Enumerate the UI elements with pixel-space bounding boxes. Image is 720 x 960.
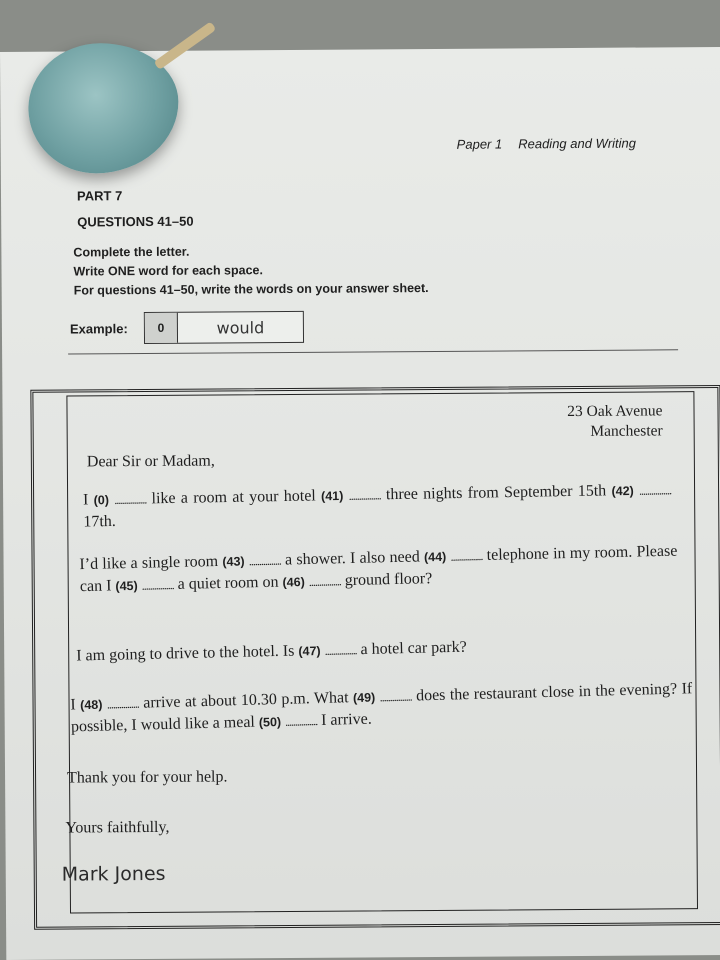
text: telephone in my room. Please can I: [79, 542, 678, 596]
question-number: (0): [93, 493, 110, 508]
answer-blank: ................: [114, 492, 147, 507]
text: does the restaurant close in the evening? If possible, I would like a meal: [70, 680, 693, 736]
instruction-line: Write ONE word for each space.: [73, 263, 263, 279]
answer-blank: ................: [348, 488, 381, 503]
text: three nights from September 15th: [385, 482, 607, 504]
address-line: 23 Oak Avenue: [567, 402, 663, 421]
answer-blank: ................: [450, 549, 483, 564]
pencil-tip: [154, 21, 217, 70]
text: I: [82, 491, 89, 509]
question-number: (49): [352, 690, 376, 706]
text: like a room at your hotel: [151, 487, 316, 508]
instruction-line: Complete the letter.: [73, 244, 190, 260]
divider-line: [68, 349, 678, 354]
text: a shower. I also need: [284, 548, 420, 569]
question-number: (47): [298, 644, 321, 659]
answer-blank: ................: [141, 578, 174, 593]
question-number: (43): [222, 554, 245, 569]
question-number: (50): [258, 714, 282, 730]
question-number: (41): [320, 488, 344, 504]
text: I arrive.: [320, 710, 372, 729]
exam-paper: [0, 47, 720, 960]
letter-thanks: Thank you for your help.: [67, 768, 228, 787]
instruction-line: For questions 41–50, write the words on your answer sheet.: [73, 281, 429, 298]
example-box: [144, 311, 304, 344]
answer-blank: ................: [324, 643, 357, 658]
questions-range: QUESTIONS 41–50: [77, 213, 194, 230]
letter-closing: Yours faithfully,: [65, 818, 170, 837]
paper-header: [457, 136, 636, 152]
text: ground floor?: [344, 570, 433, 590]
question-number: (44): [423, 549, 447, 565]
answer-blank: ................: [638, 483, 672, 498]
question-number: (45): [115, 578, 138, 594]
instructions: [73, 241, 428, 300]
answer-blank: ................: [248, 553, 281, 569]
text: a hotel car park?: [360, 638, 467, 659]
answer-blank: ................: [308, 574, 341, 589]
letter-greeting: Dear Sir or Madam,: [86, 452, 215, 471]
address-line: Manchester: [590, 422, 663, 440]
text: a quiet room on: [177, 573, 279, 593]
question-number: (42): [611, 483, 634, 499]
letter-address: [567, 401, 663, 442]
answer-blank: ................: [106, 696, 140, 712]
answer-blank: ................: [284, 714, 318, 729]
text: arrive at about 10.30 p.m. What: [143, 689, 349, 712]
text: I am going to drive to the hotel. Is: [76, 642, 295, 665]
text: 17th.: [83, 512, 117, 531]
example-label: Example:: [69, 321, 128, 337]
example-answer: would: [216, 317, 265, 337]
paper-number: Paper 1: [456, 136, 503, 152]
handwritten-signature: Mark Jones: [61, 862, 166, 886]
example-number: 0: [145, 313, 178, 343]
text: I’d like a single room: [79, 553, 219, 574]
text: I: [70, 696, 76, 714]
answer-blank: ................: [379, 689, 412, 705]
question-number: (48): [79, 697, 103, 713]
part-title: PART 7: [76, 188, 123, 204]
question-number: (46): [282, 575, 305, 590]
paper-section: Reading and Writing: [518, 135, 637, 152]
